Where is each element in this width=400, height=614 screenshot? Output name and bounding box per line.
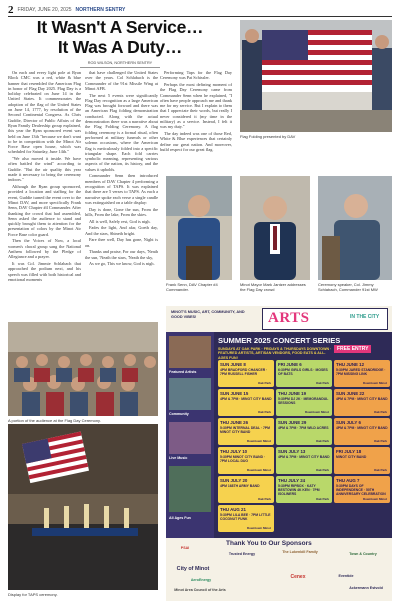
event-date: SUN JUNE 29 [278,420,307,425]
event-location: Oak Park [315,381,329,385]
paragraph: Then the Voices of Now, a local women's choral group sang the National Anthem followed by the Pledge of Allegiance and a prayer. [8,238,81,260]
sponsor-logo: Trusted Energy [228,552,256,556]
event-location: Downtown Minot [247,439,271,443]
event-date: FRI JUNE 6 [278,362,302,367]
event-performers: 4PM & 7PM · MINOT CITY BAND [336,426,388,430]
sponsor-logo: Eventide [338,574,354,578]
sponsor-logo: Minot Area Council of the Arts [174,588,226,592]
sponsor-logo: Cenex [290,574,306,580]
event-date: THU JUNE 26 [220,420,249,425]
sponsors-title: Thank You to Our Sponsors [226,540,312,547]
event-date: SUN JULY 6 [336,420,361,425]
sidebar-photo [169,378,211,410]
event-tile [276,447,332,474]
event-location: Oak Park [257,410,271,414]
speaker-photo [318,176,392,280]
event-location: Oak Park [257,497,271,501]
event-performers: 5:30PM JARED STANDRIDGE · 7PM MISSING LINK [336,368,386,376]
sidebar-label: All Ages Fun [169,516,191,520]
publication-name: NORTHERN SENTRY [75,7,126,13]
folio [8,4,125,16]
article-column-1 [8,70,81,318]
paragraph: It was Col. Jimmie Schlabach that approached the podium next, and his speech was filled with both historical and emotional moments [8,260,81,282]
event-tile [218,360,274,387]
event-location: Oak Park [257,381,271,385]
event-date: THU JUNE 12 [336,362,365,367]
sponsor-logo: Town & Country [349,552,377,556]
event-tile [218,418,274,445]
event-date: THU AUG 21 [220,507,246,512]
event-date: SUN JUNE 15 [220,391,249,396]
event-performers: 4PM & 7PM · MINOT CITY BAND [220,397,272,401]
sponsor-logo: The Lukenbill Family [282,550,318,554]
poster-title: ARTS [268,310,310,326]
paragraph: Fare thee well, Day has gone, Night is on. [85,237,158,248]
event-performers: 5:30PM MINOT CITY BAND · 7PM LOCAL DUO [220,455,266,463]
speaker-caption: Ceremony speaker, Col. Jimmy Schlabach, Commander 91st MW [318,282,378,292]
poster-sidebar [166,332,214,538]
event-location: Downtown Minot [247,468,271,472]
flag-folding-photo [240,20,392,132]
event-location: Downtown Minot [305,410,329,414]
event-date: SUN JUNE 22 [336,391,365,396]
event-performers: 4PM 168TH ARMY BAND [220,484,260,488]
paragraph: Perhaps the most defining moment of the Flag Day Ceremony came from Commander Senn when he explained, "I often have people approach me and thank me for my service. But I explain to them that I appreciate their words, but really I never considered it (my time in the military) as a service. Instead, I felt it was my duty." [160,81,232,130]
headline-line-1: It Wasn't A Service… [36,17,204,37]
event-tile [218,447,274,474]
event-tile [334,447,390,474]
mayor-caption: Minot Mayor Mark Jantzer addresses the Flag Day crowd [240,282,306,292]
event-date: FRI JULY 18 [336,449,362,454]
page-number: 2 [8,4,14,16]
headline-line-2: It Was A Duty… [57,37,183,57]
event-location: Downtown Minot [363,497,387,501]
concert-series-subtitle: SUNDAYS AT OAK PARK · FRIDAYS & THURSDAYS DOWNTOWN · FEATURED ARTISTS, ARTISAN VENDORS, FOOD EATS & ALL-AGES FUN! [218,347,332,360]
issue-date: FRIDAY, JUNE 20, 2025 [17,7,72,13]
event-performers: 5:30PM LILA BEE · 7PM LITTLE COCONUT FUNK [220,513,271,521]
article-columns [8,70,158,318]
sidebar-photo [169,336,211,368]
sidebar-photo [169,422,211,454]
event-tile [276,418,332,445]
event-location: Oak Park [373,468,387,472]
event-performers: 5:30PM DJ 2K · MEMORANDUL SESSIONS [278,397,329,405]
event-date: THU AUG 7 [336,478,360,483]
event-performers: 4PM & 7PM · MINOT CITY BAND [278,455,330,459]
free-entry-badge: FREE ENTRY [334,345,371,353]
audience-caption: A portion of the audience at the Flag Day Ceremony. [8,418,101,423]
event-tile [218,476,274,503]
event-date: SUN JULY 13 [278,449,306,454]
paragraph: All is well, Safely rest, God is nigh. [89,218,151,224]
paragraph: "We also moved it inside. We have often battled the wind" according to Guddie. "But the air quality this year made it necessary to bring the ceremony indoors." [8,156,81,183]
event-tile [218,389,274,416]
event-tile [218,505,274,532]
event-tile [334,360,390,387]
event-performers: 4PM & 7PM · MINOT CITY BAND [336,397,388,401]
event-location: Downtown Minot [363,381,387,385]
event-tile [334,389,390,416]
arts-in-the-city-poster [166,306,392,601]
sponsor-logo: PSAI [180,546,190,550]
event-performers: 5:30PM RIPBOX · KATY BESTOWIN 4K KEN · 7PM ISOLINERS [278,484,320,496]
event-tile [276,360,332,387]
senn-photo [166,176,232,280]
event-performers: 4PM BRADFORD CHANCER · 7PM RUSSELL FISHER [220,368,268,376]
audience-photo [8,322,158,416]
event-location: Oak Park [315,468,329,472]
paragraph: that have challenged the United States over the years. Col Schlabach is the Commander of the 91st Missile Wing at Minot AFB. [85,70,158,91]
event-date: SUN JUNE 8 [220,362,246,367]
event-tile [276,389,332,416]
event-location: Oak Park [315,497,329,501]
flag-folding-caption: Flag Folding presented by DAV [240,134,296,139]
taps-caption: Display for TAPS ceremony. [8,592,58,597]
taps-display-photo [8,424,158,590]
byline-rule [80,67,160,68]
sidebar-label: Featured Artists [169,370,197,374]
event-date: THU JULY 10 [220,449,248,454]
event-performers: 5:30PM INTERNAL DEAL · 7PM MINOT CITY BAND [220,426,270,434]
event-grid [218,360,390,532]
event-date: SUN JULY 20 [220,478,248,483]
paragraph: Thanks and praise, For our days, 'Neath the sun, 'Neath the stars, 'Neath the sky, [85,249,158,260]
event-tile [276,476,332,503]
paragraph: Commander Senn then introduced members of DAV Chapter 4 performing a recognition of TAPS. It was explained that there are 5 verses to TAPS. As each a narrative spoke each verse a single candle was extinguished on a table display: [85,173,158,205]
poster-subtitle: IN THE CITY [350,314,380,320]
poster-tagline: MINOT'S MUSIC, ART, COMMUNITY, AND GOOD VIBES! [171,310,245,319]
paragraph: Day is done, Gone the sun, From the hills, From the lake, From the skies. [85,206,158,217]
sidebar-label: Community [169,412,189,416]
event-performers: 6:30PM GIRLS GIRLS · MOSES OF BATS [278,368,328,376]
sponsor-logo: Ackermann Estvold [349,586,383,590]
senn-caption: Frank Senn, DAV Chapter #4 Commander. [166,282,218,292]
event-location: Oak Park [315,439,329,443]
paragraph: Performing Taps for the Flag Day Ceremony was Pat Schissler. [160,70,232,81]
event-performers: MINOT CITY BAND [336,455,367,459]
event-date: THU JULY 24 [278,478,306,483]
event-date: THU JUNE 19 [278,391,307,396]
byline: ROD WILSON, NORTHERN SENTRY [87,61,153,65]
event-location: Oak Park [373,439,387,443]
event-tile [334,476,390,503]
sponsors-band [166,538,392,601]
event-performers: 5:30PM DAYS OF INDEPENDENCE · 50TH ANNIVERSARY CELEBRATION [336,484,386,496]
paragraph: Although the Ryan group sponsored, provided a location and staffing for the event, Guddie turned the event over to the Minot DAV, and more specifically Frank Senn, DAV Chapter #4 Commander. After thanking the crowd that had assembled, Senn asked the audience to stand and quickly brought them to attention for the presentation of colors by the Minot Air Force Base color guard. [8,184,81,237]
event-tile [334,418,390,445]
paragraph: The day indeed was one of those Red, White & Blue experiences that certainly define our great nation. And moreover, build respect for our great flag. [160,131,232,152]
article-column-2 [85,70,158,318]
sponsor-logo: City of Minot [176,566,210,572]
sidebar-label: Live Music [169,456,188,460]
paragraph: Fades the light, And afar, Goeth day, And the stars, Shineth bright. [85,225,158,236]
event-performers: 4PM & 7PM · 7PM WILD ACRES [278,426,329,430]
event-location: Downtown Minot [247,526,271,530]
paragraph: As we go, This we know, God is nigh. [89,261,155,267]
sponsor-logo: AeroEnergy [190,578,212,582]
paragraph: The next 5 events were significantly Flag Day recognition as a large American Flag was brought forward and there was an American Flag folding demonstration conducted. Along with the actual demonstration there was a narrative about the Flag Folding Ceremony. A flag folding ceremony is a formal ritual, often performed at military funerals or other solemn occasions, where the American flag is meticulously folded into a specific triangular shape. Each fold carries symbolic meaning, representing various aspects of the nation, its history, and the values it upholds. [85,92,158,172]
article-headline [8,17,232,57]
concert-series-title: SUMMER 2025 CONCERT SERIES [218,336,341,345]
paragraph: On each and every light pole at Ryan Block CMC was a red, white & blue banner that resembled the American Flag in honor of Flag Day 2025. Flag Day is a holiday celebrated on June 14 in the United States. It commemorates the adoption of the flag of the United States on June 14, 1777, by resolution of the Second Continental Congress. As Chris Guddie, Director of Public Affairs of the Ryan Family Dealership group explained, this year the Ryan sponsored event was held on June 13th "because we don't want to be in competition with the Minot Air Force Base open house, which was scheduled for Saturday, June 14th." [8,70,81,155]
mayor-photo [240,176,310,280]
sidebar-photo [169,466,211,512]
event-location: Oak Park [373,410,387,414]
